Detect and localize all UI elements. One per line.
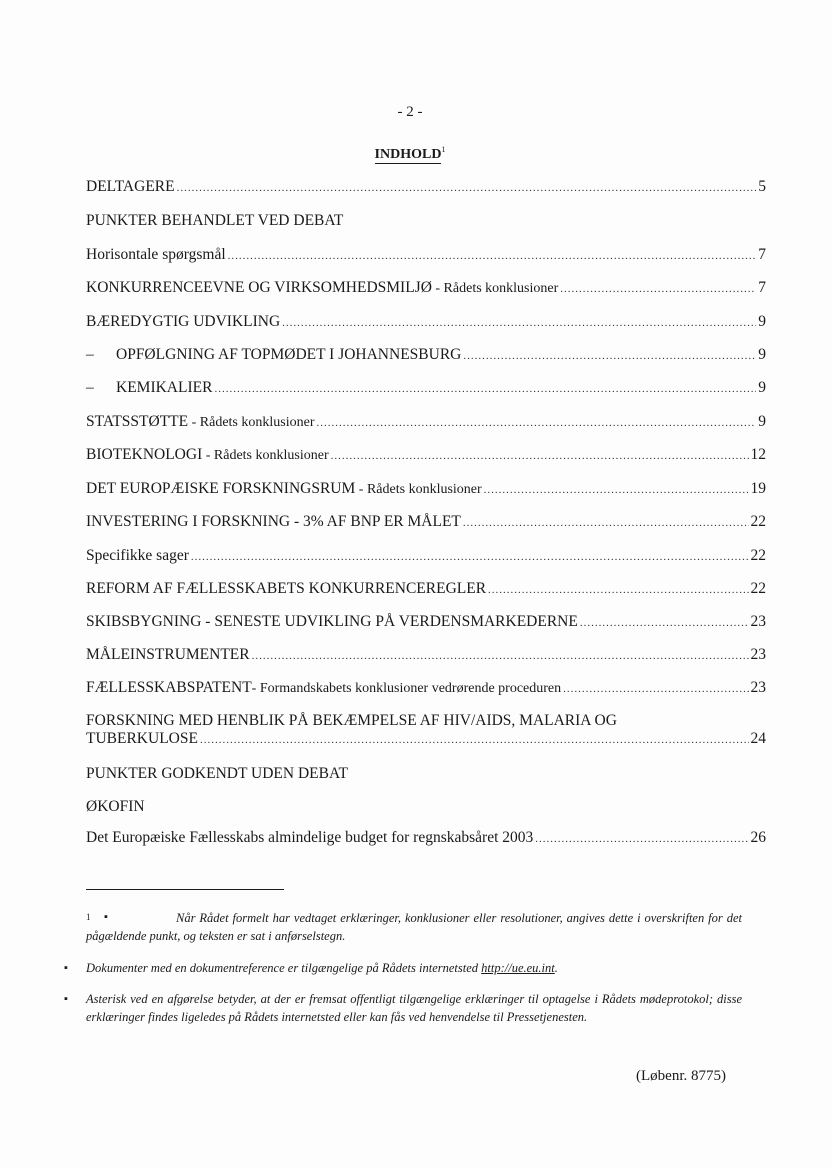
serial-number: (Løbenr. 8775) [636,1068,726,1084]
toc-title [0,145,820,163]
toc-entry-state-aid[interactable]: STATSSTØTTE - Rådets konklusioner ..... 9 [86,413,766,432]
toc-entry-research-area[interactable]: DET EUROPÆISKE FORSKNINGSRUM - Rådets konklusioner ..... 19 [86,480,766,499]
toc-section-ecofin: ØKOFIN [86,798,145,815]
toc-section-debate: PUNKTER BEHANDLET VED DEBAT [86,212,344,229]
bullet-icon: ▪ [64,962,68,974]
toc-entry-reform[interactable]: REFORM AF FÆLLESSKABETS KONKURRENCEREGLER ..... 22 [86,580,766,599]
toc-entry-chemicals[interactable]: – KEMIKALIER ..... 9 [86,379,766,398]
toc-entry-shipbuilding[interactable]: SKIBSBYGNING - SENESTE UDVIKLING PÅ VERDENSMARKEDERNE ..... 23 [86,613,766,632]
footnote-ref: 1 [441,145,446,154]
toc-entry-measuring[interactable]: MÅLEINSTRUMENTER ..... 23 [86,646,766,665]
toc-entry-deltagere[interactable]: DELTAGERE ..... 5 [86,178,766,197]
toc-entry-competitiveness[interactable]: KONKURRENCEEVNE OG VIRKSOMHEDSMILJØ - Rådets konklusioner ..... 7 [86,279,766,298]
toc-entry-budget[interactable]: Det Europæiske Fællesskabs almindelige budget for regnskabsåret 2003 ..... 26 [86,829,766,848]
footnote-number: 1 [86,912,91,922]
toc-section-no-debate: PUNKTER GODKENDT UDEN DEBAT [86,765,348,782]
toc-entry-investment[interactable]: INVESTERING I FORSKNING - 3% AF BNP ER MÅLET ..... 22 [86,513,766,532]
toc-entry-hiv[interactable]: FORSKNING MED HENBLIK PÅ BEKÆMPELSE AF HIV/AIDS, MALARIA OG TUBERKULOSE ..... 24 [86,712,766,749]
footnote-divider [86,889,284,890]
toc-entry-specific[interactable]: Specifikke sager ..... 22 [86,547,766,566]
toc-entry-patent[interactable]: FÆLLESSKABSPATENT- Formandskabets konklusioner vedrørende proceduren ..... 23 [86,679,766,698]
toc-title-text: INDHOLD [374,146,442,162]
toc-entry-johannesburg[interactable]: – OPFØLGNING AF TOPMØDET I JOHANNESBURG ..... 9 [86,346,766,365]
toc-entry-biotech[interactable]: BIOTEKNOLOGI - Rådets konklusioner ..... 12 [86,446,766,465]
footnote-1: Når Rådet formelt har vedtaget erklæringer, konklusioner eller resolutioner, angives dette i overskriften for det pågældende punkt, og teksten er sat i anførselstegn. [86,911,742,943]
toc-entry-sustainable[interactable]: BÆREDYGTIG UDVIKLING ..... 9 [86,313,766,332]
website-link[interactable]: http://ue.eu.int [481,961,555,975]
bullet-icon: ▪ [64,993,68,1005]
footnote-3: ▪ Asterisk ved en afgørelse betyder, at der er fremsat offentligt tilgængelige erklæringer til optagelse i Rådets mødeprotokol; disse erklæringer findes ligeledes på Rådets internetsted eller kan fås ved henvendelse til Pressetjenesten. [64,992,742,1024]
footnote-2: ▪ Dokumenter med en dokumentreference er tilgængelige på Rådets internetsted http://ue.eu.int. [64,961,558,975]
page-number: - 2 - [397,104,423,120]
bullet-icon: ▪ [104,911,108,923]
toc-entry-horizontal[interactable]: Horisontale spørgsmål ..... 7 [86,246,766,265]
